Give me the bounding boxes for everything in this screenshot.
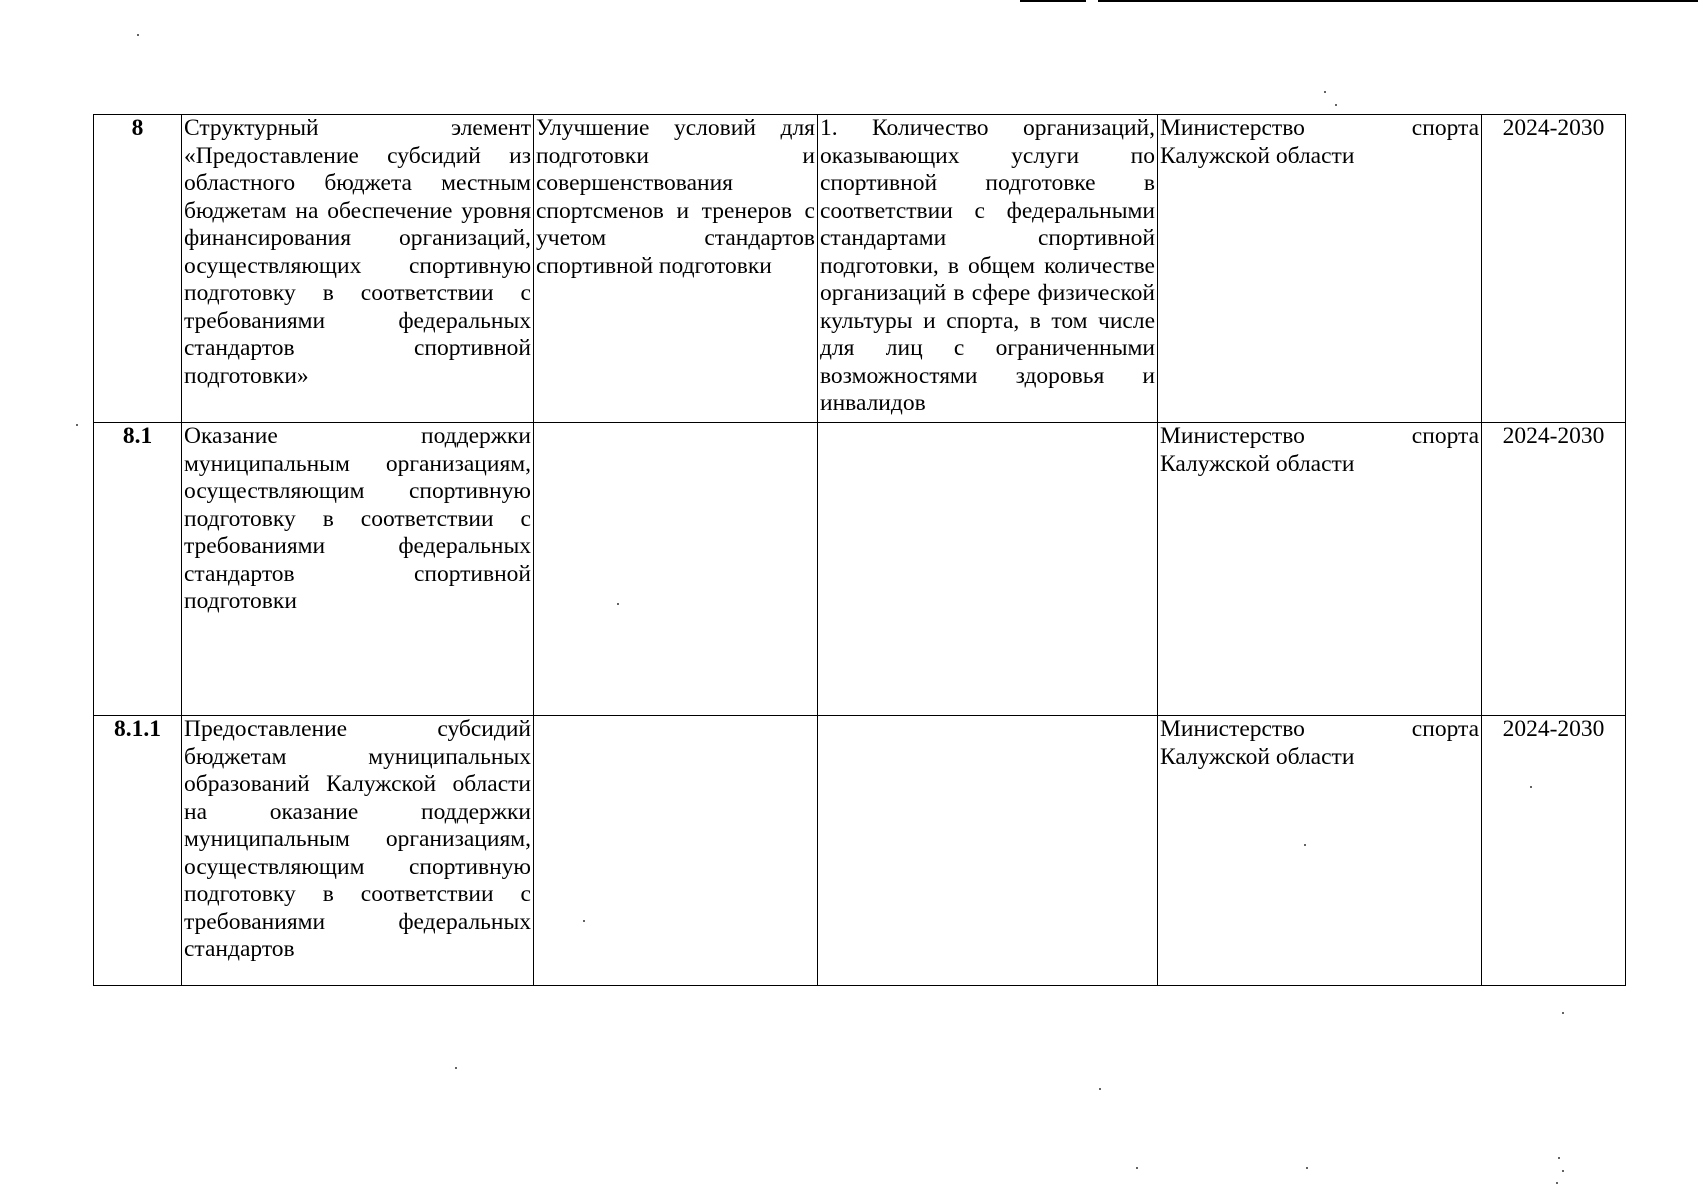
responsible-body: Министерство спорта Калужской области xyxy=(1158,423,1482,716)
scan-speck xyxy=(1558,1157,1560,1159)
task-description xyxy=(534,423,818,716)
top-scan-rule xyxy=(1098,0,1698,2)
scan-speck xyxy=(455,1067,457,1069)
scan-speck xyxy=(1556,1182,1558,1184)
scan-speck xyxy=(583,920,585,922)
table-row xyxy=(94,115,1626,423)
row-number: 8.1 xyxy=(94,423,182,716)
indicator-description: 1. Количество организаций, оказывающих услуги по спортивной подготовке в соответствии с федеральными стандартами спортивной подготовки, в общем количестве организаций в сфере физической культуры и спорта, в том числе для лиц с ограниченными возможностями здоровья и инвалидов xyxy=(818,115,1158,423)
indicator-description xyxy=(818,716,1158,986)
scan-speck xyxy=(76,424,78,426)
scan-speck xyxy=(137,34,139,36)
table-row xyxy=(94,423,1626,716)
scan-speck xyxy=(1562,1012,1564,1014)
program-table xyxy=(93,114,1626,986)
measure-name: Предоставление субсидий бюджетам муниципальных образований Калужской области на оказание поддержки муниципальным организациям, осуществляющим спортивную подготовку в соответствии с требованиями федеральных стандартов xyxy=(182,716,534,986)
scan-speck xyxy=(1136,1167,1138,1169)
scan-speck xyxy=(1335,104,1337,106)
responsible-body: Министерство спорта Калужской области xyxy=(1158,115,1482,423)
row-number: 8.1.1 xyxy=(94,716,182,986)
responsible-body: Министерство спорта Калужской области xyxy=(1158,716,1482,986)
scan-speck xyxy=(1304,844,1306,846)
task-description xyxy=(534,716,818,986)
scan-speck xyxy=(1099,1088,1101,1090)
scan-speck xyxy=(1306,1167,1308,1169)
task-description: Улучшение условий для подготовки и совершенствования спортсменов и тренеров с учетом стандартов спортивной подготовки xyxy=(534,115,818,423)
indicator-description xyxy=(818,423,1158,716)
scan-speck xyxy=(1324,91,1326,93)
scan-speck xyxy=(1562,1170,1564,1172)
implementation-period: 2024-2030 xyxy=(1482,423,1626,716)
measure-name: Структурный элемент «Предоставление субсидий из областного бюджета местным бюджетам на обеспечение уровня финансирования организаций, осуществляющих спортивную подготовку в соответствии с требованиями федеральных стандартов спортивной подготовки» xyxy=(182,115,534,423)
implementation-period: 2024-2030 xyxy=(1482,115,1626,423)
scan-speck xyxy=(1530,786,1532,788)
implementation-period: 2024-2030 xyxy=(1482,716,1626,986)
table-row xyxy=(94,716,1626,986)
row-number: 8 xyxy=(94,115,182,423)
measure-name: Оказание поддержки муниципальным организациям, осуществляющим спортивную подготовку в соответствии с требованиями федеральных стандартов спортивной подготовки xyxy=(182,423,534,716)
top-scan-rule xyxy=(1020,0,1086,2)
scan-speck xyxy=(617,603,619,605)
